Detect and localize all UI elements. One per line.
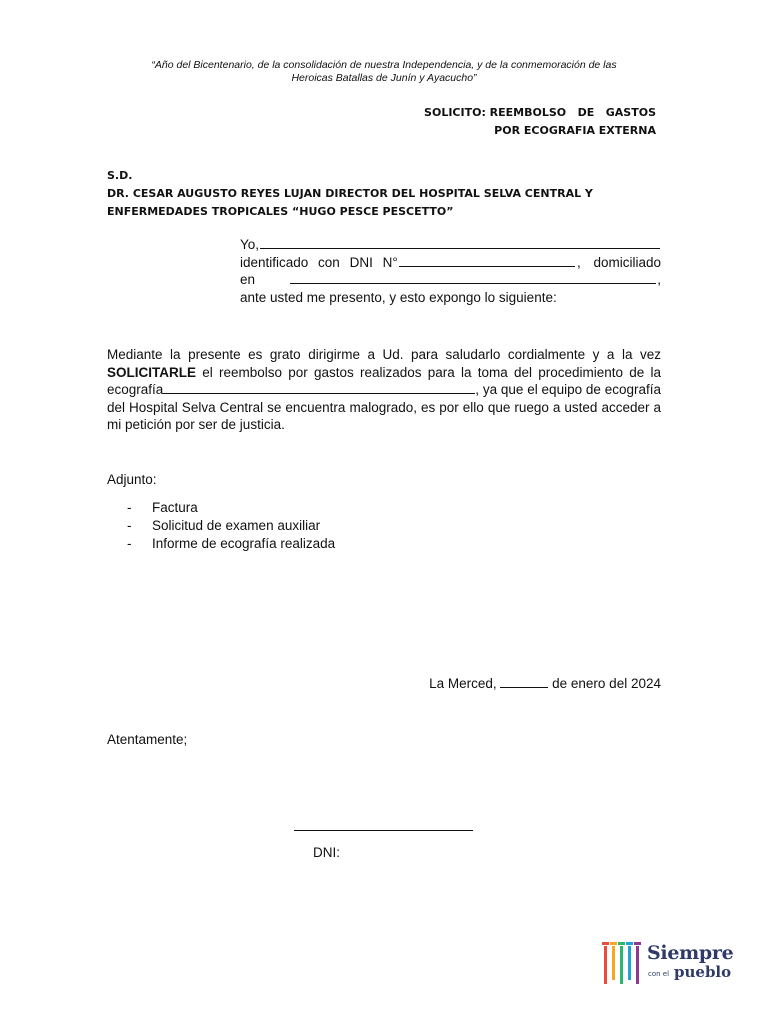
date-prefix: La Merced, [429, 676, 501, 691]
address-comma: , [657, 272, 661, 287]
body-part-1: Mediante la presente es grato dirigirme a Ud. para saludarlo cordialmente y a la vez [107, 347, 661, 362]
identificado-label: identificado con DNI N° [240, 254, 398, 270]
date-suffix: de enero del 2024 [548, 676, 661, 691]
presento-text: ante usted me presento, y esto expongo lo siguiente: [240, 289, 557, 305]
yo-label: Yo, [240, 237, 260, 252]
closing-text: Atentamente; [107, 732, 188, 747]
attachments-list [127, 499, 335, 553]
addressee-block [107, 167, 667, 221]
year-motto [100, 59, 668, 85]
logo-figure-body [636, 946, 639, 984]
motto-line-1: “Año del Bicentenario, de la consolidación de nuestra Independencia, y de la conmemoración de las [151, 59, 617, 71]
logo-figures-icon [600, 940, 646, 990]
attachments-label: Adjunto: [107, 472, 157, 487]
logo-word-siempre: Siempre [647, 942, 734, 964]
logo-figure-head [618, 942, 625, 945]
logo-figure-head [602, 942, 609, 945]
addressee-text: DR. CESAR AUGUSTO REYES LUJAN DIRECTOR DEL HOSPITAL SELVA CENTRAL Y ENFERMEDADES TROPICALES “HUGO PESCE PESCETTO” [107, 187, 593, 218]
logo-figure-body [620, 946, 623, 984]
list-item: - Informe de ecografía realizada [127, 536, 336, 551]
request-body [107, 346, 661, 434]
applicant-intro [240, 236, 661, 306]
subject-line-1: SOLICITO: REEMBOLSO DE GASTOS [424, 106, 656, 119]
dni-blank-line [399, 254, 575, 267]
logo-figure-head [634, 942, 641, 945]
place-date [429, 676, 661, 691]
dni-row [240, 254, 661, 272]
request-subject [424, 104, 656, 140]
signature-line [294, 830, 473, 831]
siempre-con-el-pueblo-logo [600, 940, 734, 990]
logo-figure-body [604, 946, 607, 984]
addressee-greeting: S.D. [107, 169, 133, 182]
logo-figure-body [628, 946, 631, 980]
motto-line-2: Heroicas Batallas de Junín y Ayacucho” [291, 72, 477, 84]
list-item: - Solicitud de examen auxiliar [127, 518, 321, 533]
day-blank-line [500, 676, 548, 688]
subject-line-2: POR ECOGRAFIA EXTERNA [494, 124, 656, 137]
address-blank-line [290, 271, 656, 284]
body-bold-request: SOLICITARLE [107, 364, 196, 380]
list-item: - Factura [127, 500, 198, 515]
body-part-3: , ya que el equipo de ecografía del Hospital Selva Central se encuentra malogrado, es por ello que ruego a usted acceder a mi petición por ser de justicia. [107, 382, 661, 432]
address-row [240, 271, 661, 289]
procedure-blank-line [163, 382, 475, 394]
body-part-2: el reembolso por gastos realizados para la toma del procedimiento de la ecografía [107, 364, 661, 397]
name-blank-line [260, 236, 660, 249]
logo-figure-head [626, 942, 633, 945]
domiciliado-label: , domiciliado [576, 254, 661, 270]
signature-dni-label: DNI: [313, 845, 340, 860]
logo-word-con-el: con el [648, 970, 670, 978]
en-label: en [240, 272, 256, 287]
logo-figure-head [610, 942, 617, 945]
name-row [240, 236, 661, 254]
logo-word-pueblo: pueblo [674, 963, 732, 981]
logo-figure-body [612, 946, 615, 980]
